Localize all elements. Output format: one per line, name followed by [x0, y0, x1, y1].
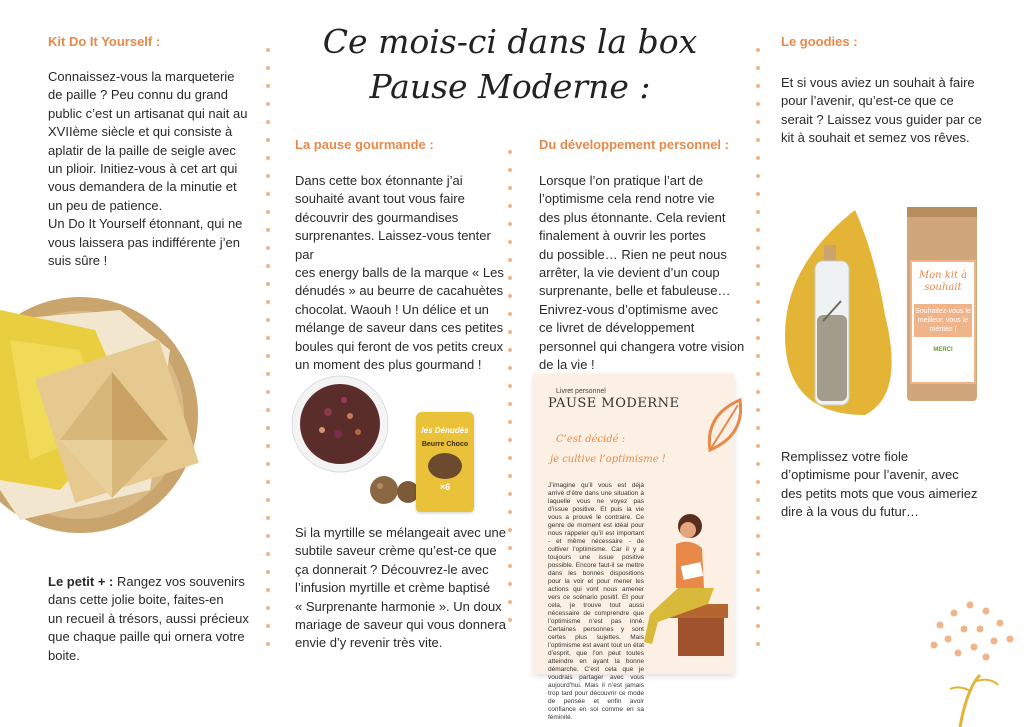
- goodies-line: kit à souhait et semez vos rêves.: [781, 130, 970, 146]
- divider-dot: [266, 354, 270, 358]
- gourmande-line: dénudés » au beurre de cacahuètes: [295, 283, 504, 299]
- gourmande-heading: La pause gourmande :: [295, 137, 434, 152]
- divider-dot: [266, 192, 270, 196]
- diy-line: aplatir de la paille de seigle avec: [48, 142, 236, 158]
- goodies-text: [781, 74, 991, 148]
- infusion-line: ça donnerait ? Découvrez-le avec: [295, 561, 489, 577]
- divider-dot: [508, 366, 512, 370]
- dev-line: ce livret de développement: [539, 320, 695, 336]
- divider-dot: [508, 564, 512, 568]
- booklet-small-title: Livret personnel: [556, 388, 606, 395]
- divider-dot: [508, 294, 512, 298]
- divider-dot: [756, 390, 760, 394]
- petit-plus-text: [48, 573, 258, 665]
- divider-dot: [266, 462, 270, 466]
- leaf-decoration-icon: [700, 395, 750, 455]
- divider-dot: [508, 510, 512, 514]
- dev-line: des plus étonnante. Cela revient: [539, 209, 726, 225]
- divider-dot: [266, 300, 270, 304]
- gourmande-line: mélange de saveur dans ces petites: [295, 320, 504, 336]
- divider-dot: [266, 606, 270, 610]
- petit-line: que chaque paille qui ornera votre: [48, 629, 245, 645]
- divider-dot: [756, 570, 760, 574]
- divider-dot: [756, 642, 760, 646]
- gourmande-text: [295, 172, 507, 374]
- divider-dot: [266, 210, 270, 214]
- page-title: [300, 22, 720, 106]
- diy-line: XVIIème siècle et qui consiste à: [48, 124, 233, 140]
- divider-dot: [756, 624, 760, 628]
- divider-dot: [266, 138, 270, 142]
- divider-dot: [756, 498, 760, 502]
- gourmande-line: boules qui feront de vos petits creux: [295, 338, 504, 354]
- divider-dot: [266, 516, 270, 520]
- booklet-body: J’imagine qu’il vous est déjà arrivé d’être dans une situation à laquelle vous ne voyez pas d’issue positive. Et puis la vie vous a prouvé le contraire. Ce genre de moment est idéal pour nous rappeler qu’il est important - et même nécessaire - de cultiver l’optimisme. Car il y a toujours une issue positive possible. Encore faut-il se mettre dans les bonnes dispositions pour la voir et pour mener les actions qui vont nous amener vers ce scénario positif. Et pour cela, je trouve tout aussi nécessaire de comprendre que l’optimisme n’est pas inné. Certaines personnes y sont certes plus sujettes. Mais l’optimisme est avant tout un état d’esprit, que l’on peut toutes atteindre en ayant la bonne démarche. C’est cela que je voudrais partager avec vous aujourd’hui. Mais il n’est jamais trop tard pour découvrir ce mode de pensée et enfin avoir confiance en soi comme en sa féminité.: [548, 482, 644, 721]
- divider-dot: [508, 168, 512, 172]
- gourmande-line: découvrir des gourmandises: [295, 209, 459, 225]
- divider-dot: [508, 330, 512, 334]
- divider-dot: [756, 552, 760, 556]
- divider-dot: [266, 102, 270, 106]
- divider-dot: [508, 384, 512, 388]
- infusion-line: subtile saveur crème qu’est-ce que: [295, 543, 497, 559]
- gourmande-line: chocolat. Waouh ! Un délice et un: [295, 301, 489, 317]
- title-line-1: Ce mois-ci dans la box: [322, 22, 698, 61]
- dev-line: de la vie !: [539, 357, 595, 373]
- column-divider-2: [508, 150, 514, 636]
- diy-line: de paille ? Peu connu du grand: [48, 87, 228, 103]
- divider-dot: [266, 408, 270, 412]
- dev-line: l’optimisme cela rend notre vie: [539, 191, 715, 207]
- divider-dot: [508, 420, 512, 424]
- divider-dot: [508, 222, 512, 226]
- denudes-pouch: [416, 412, 474, 512]
- divider-dot: [508, 528, 512, 532]
- dev-line: du possible… Rien ne peut nous: [539, 246, 727, 262]
- developpement-heading: Du développement personnel :: [539, 137, 729, 152]
- infusion-line: Si la myrtille se mélangeait avec une: [295, 525, 506, 540]
- column-divider-3: [756, 48, 762, 660]
- divider-dot: [756, 48, 760, 52]
- divider-dot: [266, 282, 270, 286]
- tube-text: Souhaitez-vous le meilleur, vous le méritez !: [914, 304, 972, 337]
- divider-dot: [266, 588, 270, 592]
- divider-dot: [266, 444, 270, 448]
- divider-dot: [508, 276, 512, 280]
- divider-dot: [756, 336, 760, 340]
- divider-dot: [508, 582, 512, 586]
- divider-dot: [266, 120, 270, 124]
- divider-dot: [508, 618, 512, 622]
- fiole-line: dire à la vous du futur…: [781, 504, 920, 520]
- petit-line: un recueil à trésors, aussi précieux: [48, 610, 249, 626]
- divider-dot: [266, 174, 270, 178]
- dev-line: finalement à ouvrir les portes: [539, 228, 706, 244]
- diy-line: un peu de patience.: [48, 197, 163, 213]
- infusion-text: [295, 524, 507, 653]
- divider-dot: [508, 204, 512, 208]
- divider-dot: [508, 600, 512, 604]
- goodies-line: serait ? Laissez vous guider par ce: [781, 111, 982, 127]
- divider-dot: [756, 354, 760, 358]
- booklet-subtitle-1: C’est décidé :: [556, 434, 626, 445]
- divider-dot: [508, 474, 512, 478]
- dev-line: arrêter, la vie devient d’un coup: [539, 265, 720, 281]
- divider-dot: [266, 498, 270, 502]
- divider-dot: [756, 102, 760, 106]
- diy-line: un plioir. Initiez-vous à cet art qui: [48, 161, 238, 177]
- goodies-line: pour l’avenir, qu’est-ce que ce: [781, 93, 954, 109]
- diy-line: public c’est un artisanat qui nait au: [48, 105, 248, 121]
- divider-dot: [508, 240, 512, 244]
- divider-dot: [266, 66, 270, 70]
- divider-dot: [756, 282, 760, 286]
- divider-dot: [508, 546, 512, 550]
- divider-dot: [266, 480, 270, 484]
- column-divider-1: [266, 48, 272, 660]
- divider-dot: [756, 444, 760, 448]
- divider-dot: [266, 426, 270, 430]
- divider-dot: [266, 84, 270, 88]
- divider-dot: [508, 492, 512, 496]
- divider-dot: [756, 228, 760, 232]
- divider-dot: [756, 534, 760, 538]
- diy-line: Un Do It Yourself étonnant, qui ne: [48, 216, 243, 232]
- divider-dot: [756, 462, 760, 466]
- tube-brand: MERCI: [933, 347, 953, 353]
- fiole-text: [781, 448, 991, 522]
- divider-dot: [266, 264, 270, 268]
- divider-dot: [266, 534, 270, 538]
- divider-dot: [756, 480, 760, 484]
- divider-dot: [266, 390, 270, 394]
- developpement-text: [539, 172, 754, 374]
- gourmande-line: ces energy balls de la marque « Les: [295, 265, 504, 281]
- divider-dot: [756, 210, 760, 214]
- infusion-line: envie d’y revenir très vite.: [295, 635, 443, 651]
- divider-dot: [756, 408, 760, 412]
- divider-dot: [756, 174, 760, 178]
- divider-dot: [266, 246, 270, 250]
- tea-bowl-image: [288, 372, 393, 482]
- divider-dot: [756, 246, 760, 250]
- petit-line: dans cette jolie boite, faites-en: [48, 592, 224, 608]
- pouch-ball-graphic: [428, 453, 462, 479]
- gourmande-line: un moment des plus gourmand !: [295, 357, 482, 373]
- booklet-woman-illustration: [638, 504, 734, 664]
- gourmande-line: surprenantes. Laissez-vous tenter par: [295, 228, 491, 262]
- divider-dot: [756, 372, 760, 376]
- divider-dot: [508, 456, 512, 460]
- gourmande-line: Dans cette box étonnante j’ai: [295, 173, 463, 188]
- divider-dot: [266, 156, 270, 160]
- pouch-brand: les Dénudés: [421, 426, 469, 435]
- infusion-line: l’infusion myrtille et crème baptisé: [295, 580, 491, 596]
- goodies-heading: Le goodies :: [781, 34, 858, 49]
- title-line-2: Pause Moderne :: [369, 67, 651, 106]
- divider-dot: [756, 138, 760, 142]
- petit-line: boite.: [48, 647, 80, 663]
- dev-line: Lorsque l’on pratique l’art de: [539, 173, 704, 188]
- divider-dot: [756, 426, 760, 430]
- diy-line: vous laissera pas indifférente j’en: [48, 234, 240, 250]
- infusion-line: mariage de saveur qui vous donnera: [295, 617, 507, 633]
- divider-dot: [756, 300, 760, 304]
- divider-dot: [508, 438, 512, 442]
- infusion-line: « Surprenante harmonie ». Un doux: [295, 598, 502, 614]
- diy-text: [48, 68, 258, 270]
- diy-line: suis sûre !: [48, 253, 108, 269]
- divider-dot: [756, 588, 760, 592]
- dev-line: Enivrez-vous d’optimisme avec: [539, 301, 719, 317]
- divider-dot: [266, 552, 270, 556]
- divider-dot: [756, 516, 760, 520]
- tube-title: Mon kit à souhait: [918, 270, 968, 293]
- fiole-line: des petits mots que vous aimeriez: [781, 485, 978, 501]
- divider-dot: [756, 606, 760, 610]
- divider-dot: [508, 186, 512, 190]
- divider-dot: [508, 150, 512, 154]
- divider-dot: [756, 192, 760, 196]
- divider-dot: [266, 336, 270, 340]
- divider-dot: [756, 156, 760, 160]
- fiole-line: Remplissez votre fiole: [781, 449, 909, 464]
- divider-dot: [266, 570, 270, 574]
- divider-dot: [508, 258, 512, 262]
- gourmande-line: souhaité avant tout vous faire: [295, 191, 465, 207]
- booklet-subtitle-2: je cultive l’optimisme !: [550, 454, 666, 465]
- dandelion-decoration-icon: [920, 595, 1024, 727]
- divider-dot: [266, 642, 270, 646]
- wish-tube-label: [910, 260, 976, 384]
- diy-heading: Kit Do It Yourself :: [48, 34, 161, 49]
- petit-line: Rangez vos souvenirs: [113, 574, 245, 589]
- divider-dot: [508, 312, 512, 316]
- dev-line: surprenante, belle et fabuleuse…: [539, 283, 731, 299]
- fiole-line: d’optimisme pour l’avenir, avec: [781, 467, 959, 483]
- pouch-flavor: Beurre Choco: [421, 441, 469, 448]
- divider-dot: [756, 264, 760, 268]
- divider-dot: [508, 348, 512, 352]
- divider-dot: [266, 372, 270, 376]
- goodies-line: Et si vous aviez un souhait à faire: [781, 75, 975, 90]
- booklet-big-title: PAUSE MODERNE: [548, 396, 680, 411]
- divider-dot: [756, 66, 760, 70]
- dev-line: personnel qui changera votre vision: [539, 338, 745, 354]
- divider-dot: [266, 48, 270, 52]
- divider-dot: [756, 84, 760, 88]
- divider-dot: [508, 402, 512, 406]
- divider-dot: [266, 228, 270, 232]
- divider-dot: [756, 318, 760, 322]
- petit-plus-label: Le petit + :: [48, 574, 114, 589]
- divider-dot: [266, 318, 270, 322]
- divider-dot: [266, 624, 270, 628]
- divider-dot: [756, 120, 760, 124]
- diy-line: vous demandera de la minutie et: [48, 179, 237, 195]
- pouch-count: ×6: [439, 482, 451, 492]
- diy-line: Connaissez-vous la marqueterie: [48, 69, 235, 84]
- straw-box-image: [0, 290, 215, 540]
